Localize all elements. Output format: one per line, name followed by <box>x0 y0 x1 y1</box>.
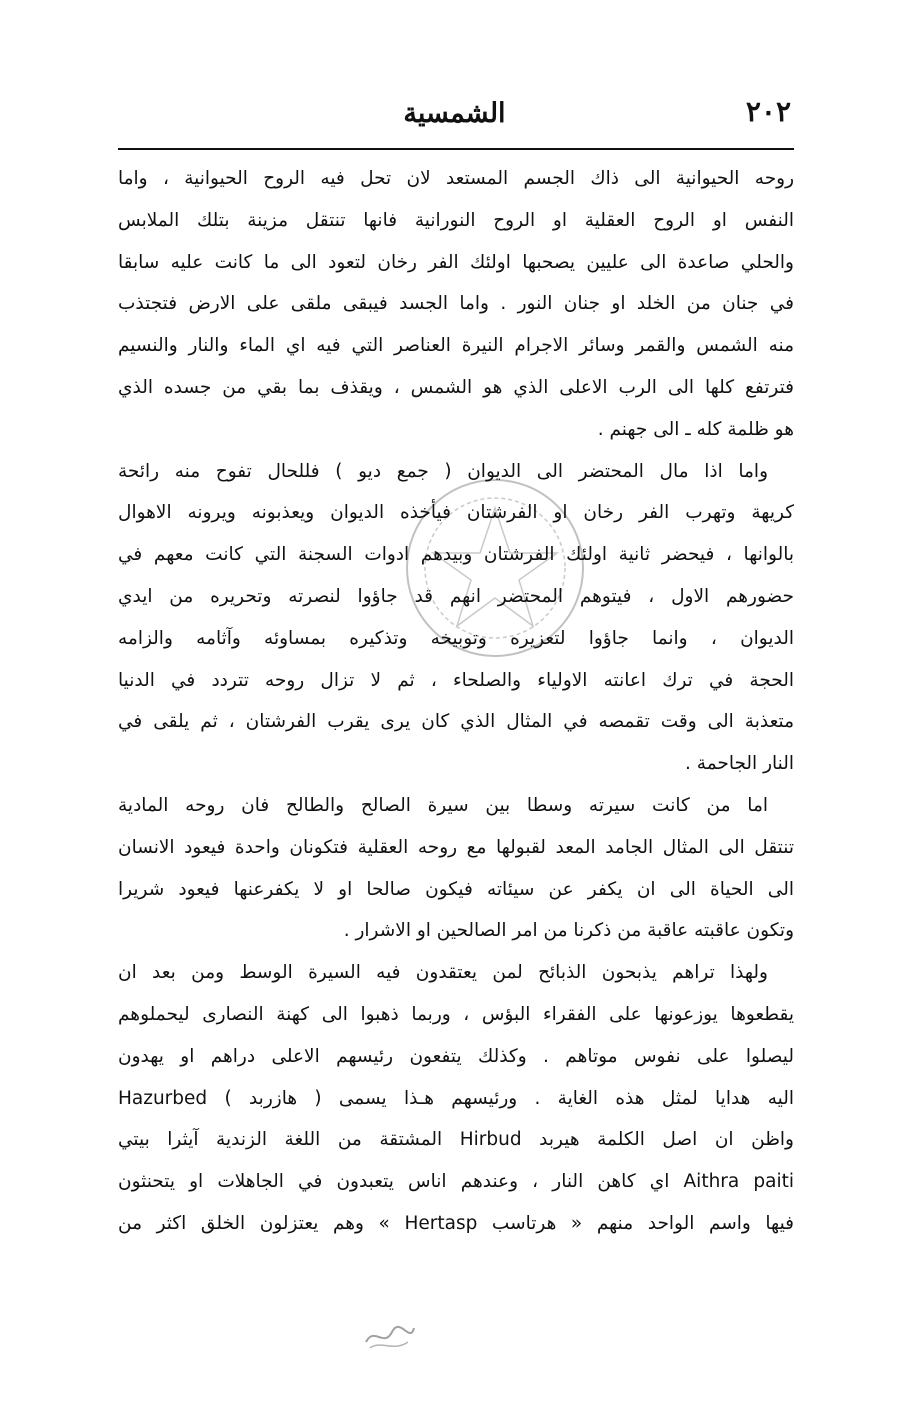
text-line: ليصلوا على نفوس موتاهم . وكذلك يتفعون رئيسهم الاعلى دراهم او يهدون <box>118 1045 794 1067</box>
text-line: كريهة وتهرب الفر رخان او الفرشتان فيأخذه الديوان ويعذبونه ويرونه الاهوال <box>118 502 794 524</box>
text-line: النار الجاحمة . <box>685 753 794 775</box>
text-line: اما من كانت سيرته وسطا بين سيرة الصالح والطالح فان روحه المادية <box>118 794 768 816</box>
text-line: حضورهم الاول ، فيتوهم المحتضر انهم قد جاؤوا لنصرته وتحريره من ايدي <box>118 585 794 607</box>
text-line: منه الشمس والقمر وسائر الاجرام النيرة العناصر التي فيه اي الماء والنار والنسيم <box>118 335 794 357</box>
running-title: الشمسية <box>403 98 506 129</box>
text-line: هو ظلمة كله ـ الى جهنم . <box>597 418 794 440</box>
text-line: واظن ان اصل الكلمة هيربد Hirbud المشتقة من اللغة الزندية آيثرا بيتي <box>118 1129 794 1151</box>
text-line: ولهذا تراهم يذبحون الذبائح لمن يعتقدون فيه السيرة الوسط ومن بعد ان <box>118 962 768 984</box>
text-line: متعذبة الى وقت تقمصه في المثال الذي كان يرى يقرب الفرشتان ، ثم يلقى في <box>118 711 794 733</box>
footer-smudge-icon <box>360 1318 420 1354</box>
text-line: فترتفع كلها الى الرب الاعلى الذي هو الشمس ، ويقذف بما بقي من جسده الذي <box>118 376 794 398</box>
text-line: يقطعوها يوزعونها على الفقراء البؤس ، وربما ذهبوا الى كهنة النصارى ليحملوهم <box>118 1003 794 1025</box>
text-line: الديوان ، وانما جاؤوا لتعزيره وتوبيخه وتذكيره بمساوئه وآثامه والزامه <box>118 627 794 649</box>
page-number: ٢٠٢ <box>745 95 791 128</box>
text-line: روحه الحيوانية الى ذاك الجسم المستعد لان تحل فيه الروح الحيوانية ، واما <box>118 168 794 189</box>
text-line: النفس او الروح العقلية او الروح النورانية فانها تنتقل مزينة بتلك الملابس <box>118 209 794 231</box>
text-line: تنتقل الى المثال الجامد المعد لقبولها مع روحه العقلية فتكونان واحدة فيعود الانسان <box>118 836 794 858</box>
page-header <box>118 92 791 140</box>
text-line: في جنان من الخلد او جنان النور . واما الجسد فيبقى ملقى على الارض فتجتذب <box>118 293 794 315</box>
body-text <box>118 158 794 1245</box>
text-line: الى الحياة الى ان يكفر عن سيئاته فيكون صالحا او لا يكفرعنها فيعود شريرا <box>118 878 794 900</box>
text-line: بالوانها ، فيحضر ثانية اولئك الفرشتان وبيدهم ادوات السجنة التي كانت معهم في <box>118 544 794 566</box>
text-line: واما اذا مال المحتضر الى الديوان ( جمع ديو ) فللحال تفوح منه رائحة <box>118 460 768 482</box>
header-rule <box>118 148 794 150</box>
text-line: فيها واسم الواحد منهم « هرتاسب Hertasp » وهم يعتزلون الخلق اكثر من <box>118 1212 794 1234</box>
text-line: اليه هدايا لمثل هذه الغاية . ورئيسهم هـذا يسمى ( هازربد ) Hazurbed <box>118 1087 794 1109</box>
text-line: والحلي صاعدة الى عليين يصحبها اولئك الفر رخان لتعود الى ما كانت عليه سابقا <box>118 251 794 273</box>
text-line: الحجة في ترك اعانته الاولياء والصلحاء ، ثم لا تزال روحه تتردد في الدنيا <box>118 669 794 691</box>
text-line: Aithra paiti اي كاهن النار ، وعندهم اناس يتعبدون في الجاهلات او يتحنثون <box>118 1171 794 1193</box>
text-line: وتكون عاقبته عاقبة من ذكرنا من امر الصالحين او الاشرار . <box>343 920 794 942</box>
